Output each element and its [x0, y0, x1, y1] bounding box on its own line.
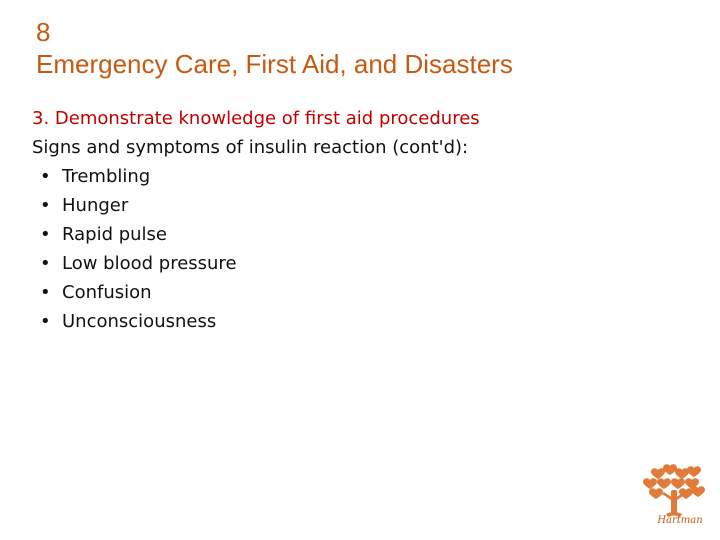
learning-objective: 3. Demonstrate knowledge of first aid procedures — [32, 108, 480, 129]
bullet-icon: • — [40, 253, 51, 274]
list-item — [32, 278, 692, 307]
list-item — [32, 307, 692, 336]
symptom-list — [32, 162, 692, 336]
bullet-icon: • — [40, 282, 51, 303]
list-item-text: Confusion — [62, 282, 152, 303]
list-item — [32, 220, 692, 249]
list-item — [32, 162, 692, 191]
section-intro: Signs and symptoms of insulin reaction (cont'd): — [32, 137, 469, 158]
chapter-number: 8 — [36, 17, 51, 47]
slide-title — [36, 16, 513, 80]
list-item — [32, 249, 692, 278]
list-item-text: Rapid pulse — [62, 224, 168, 245]
list-item-text: Trembling — [62, 166, 151, 187]
slide-body — [32, 104, 692, 336]
list-item-text: Hunger — [62, 195, 129, 216]
list-item — [32, 191, 692, 220]
bullet-icon: • — [40, 195, 51, 216]
bullet-icon: • — [40, 224, 51, 245]
list-item-text: Low blood pressure — [62, 253, 237, 274]
hartman-logo-text: Hartman — [657, 515, 703, 526]
list-item-text: Unconsciousness — [62, 311, 217, 332]
bullet-icon: • — [40, 311, 51, 332]
bullet-icon: • — [40, 166, 51, 187]
chapter-title: Emergency Care, First Aid, and Disasters — [36, 49, 513, 79]
